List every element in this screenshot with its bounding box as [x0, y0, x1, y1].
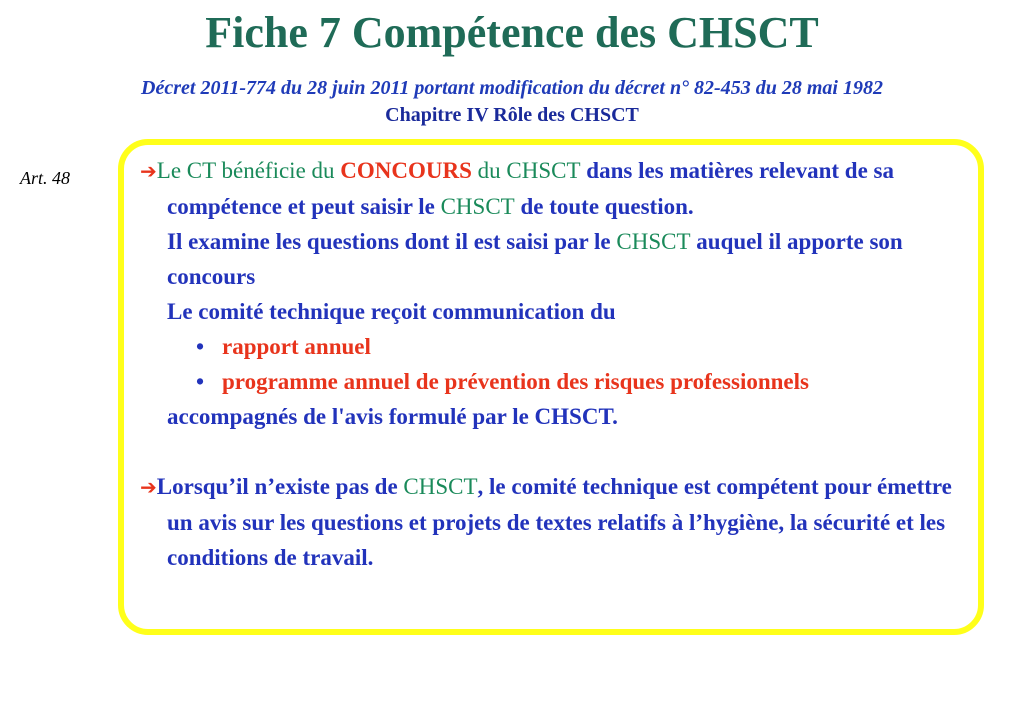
arrow-right-icon: ➔	[140, 159, 157, 183]
paragraph-no-chsct: ➔Lorsqu’il n’existe pas de CHSCT, le comité technique est compétent pour émettre un avis sur les questions et projets de textes relatifs à l’hygiène, la sécurité et les conditions de travail.	[140, 474, 952, 570]
chapter-heading: Chapitre IV Rôle des CHSCT	[385, 104, 639, 126]
decree-subtitle: Décret 2011-774 du 28 juin 2011 portant modification du décret n° 82-453 du 28 mai 1982	[141, 77, 883, 99]
paragraph-examine: Il examine les questions dont il est saisi par le CHSCT auquel il apporte son concours	[167, 229, 903, 289]
content-text	[140, 153, 980, 575]
concours-highlight: CONCOURS	[340, 158, 472, 183]
list-item: • rapport annuel	[222, 329, 980, 364]
arrow-right-icon: ➔	[140, 475, 157, 499]
page-title: Fiche 7 Compétence des CHSCT	[205, 8, 819, 57]
paragraph-communication-intro: Le comité technique reçoit communication du	[167, 299, 616, 324]
paragraph-communication-outro: accompagnés de l'avis formulé par le CHSCT.	[167, 404, 618, 429]
communication-list	[140, 329, 980, 399]
paragraph-ct-concours: ➔Le CT bénéficie du CONCOURS du CHSCT dans les matières relevant de sa compétence et peut saisir le CHSCT de toute question.	[140, 158, 895, 219]
list-item: • programme annuel de prévention des risques professionnels	[222, 364, 980, 399]
article-label: Art. 48	[20, 168, 71, 188]
